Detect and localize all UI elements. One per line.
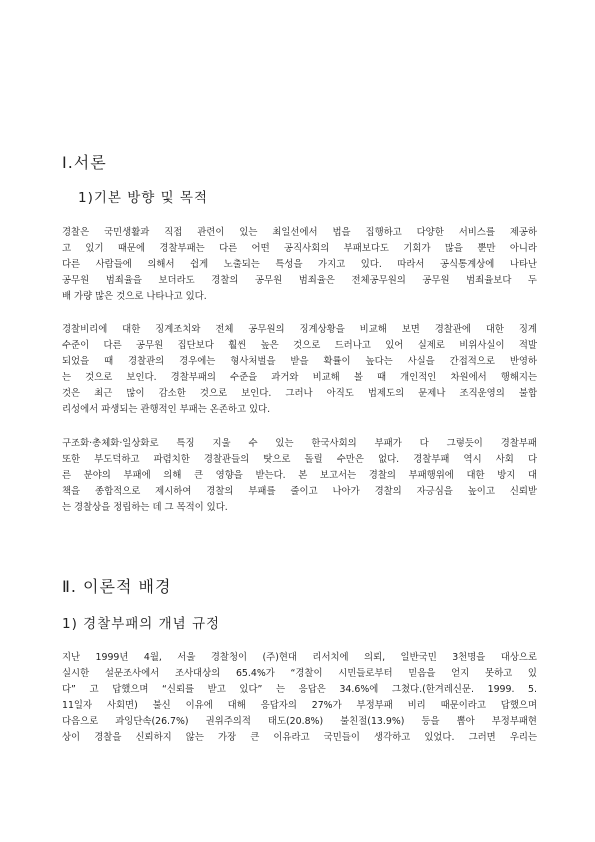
text-line: 책을 종합적으로 제시하여 경찰의 부패를 줄이고 나아가 경찰의 자긍심을 높이고 신뢰받 [62,486,537,497]
text-line: 리성에서 파생되는 관행적인 부패는 온존하고 있다. [62,404,271,415]
text-line: 또한 부도덕하고 파렴치한 경찰관들의 탓으로 돌릴 수만은 없다. 경찰부패 역시 사회 다 [62,454,537,465]
section-heading-introduction: Ⅰ.서론 [62,153,107,172]
text-line: 다른 사람들에 의해서 쉽게 노출되는 특성을 가지고 있다. 따라서 공식통계상에 나타난 [62,259,537,270]
text-line: 구조화·총체화·일상화로 특징 지울 수 있는 한국사회의 부패가 다 그렇듯이 경찰부패 [62,438,537,449]
section-heading-theory: Ⅱ. 이론적 배경 [62,577,172,596]
paragraph-intro-1 [62,225,537,305]
text-line: 는 것으로 보인다. 경찰부패의 수준을 과거와 비교해 볼 때 개인적인 차원에서 행해지는 [62,372,537,383]
text-line: 다” 고 답했으며 “신뢰를 받고 있다” 는 응답은 34.6%에 그쳤다.(한겨레신문. 1999. 5. [62,684,537,695]
paragraph-intro-2 [62,322,537,418]
text-line: 다음으로 과잉단속(26.7%) 권위주의적 태도(20.8%) 불친절(13.9%) 등을 뽑아 부정부패현 [62,716,537,727]
subsection-heading-purpose: 1)기본 방향 및 목적 [78,190,209,206]
text-line: 경찰은 국민생활과 직접 관련이 있는 최일선에서 법을 집행하고 다양한 서비스를 제공하 [62,227,537,238]
text-line: 수준이 다른 공무원 집단보다 훨씬 높은 것으로 드러나고 있어 실제로 비위사실이 적발 [62,340,537,351]
text-line: 실시한 설문조사에서 조사대상의 65.4%가 “경찰이 시민들로부터 믿음을 얻지 못하고 있 [62,668,537,679]
text-line: 되었을 때 경찰관의 경우에는 형사처벌을 받을 확률이 높다는 사실을 간접적으로 반영하 [62,356,537,367]
paragraph-theory-1 [62,650,537,746]
paragraph-intro-3 [62,436,537,516]
text-line: 지난 1999년 4월, 서울 경찰청이 (주)현대 리서치에 의뢰, 일반국민 3천명을 대상으로 [62,652,537,663]
text-line: 는 경찰상을 정립하는 데 그 목적이 있다. [62,502,228,513]
text-line: 른 분야의 부패에 의해 큰 영향을 받는다. 본 보고서는 경찰의 부패행위에 대한 방지 대 [62,470,537,481]
text-line: 공무원 범죄율을 보더라도 경찰의 공무원 범죄율은 전체공무원의 공무원 범죄율보다 두 [62,275,537,286]
text-line: 고 있기 때문에 경찰부패는 다른 어떤 공직사회의 부패보다도 기회가 많을 뿐만 아니라 [62,243,537,254]
text-line: 배 가량 많은 것으로 나타나고 있다. [62,291,207,302]
text-line: 것은 최근 많이 감소한 것으로 보인다. 그러나 아직도 법제도의 문제나 조직운영의 불합 [62,388,537,399]
text-line: 11일자 사회면) 불신 이유에 대해 응답자의 27%가 부정부패 비리 때문이라고 답했으며 [62,700,537,711]
text-line: 상이 경찰을 신뢰하지 않는 가장 큰 이유라고 국민들이 생각하고 있었다. 그러면 우리는 [62,732,537,743]
text-line: 경찰비리에 대한 징계조치와 전체 공무원의 징계상황을 비교해 보면 경찰관에 대한 징계 [62,324,537,335]
subsection-heading-concept: 1) 경찰부패의 개념 규정 [62,616,221,632]
